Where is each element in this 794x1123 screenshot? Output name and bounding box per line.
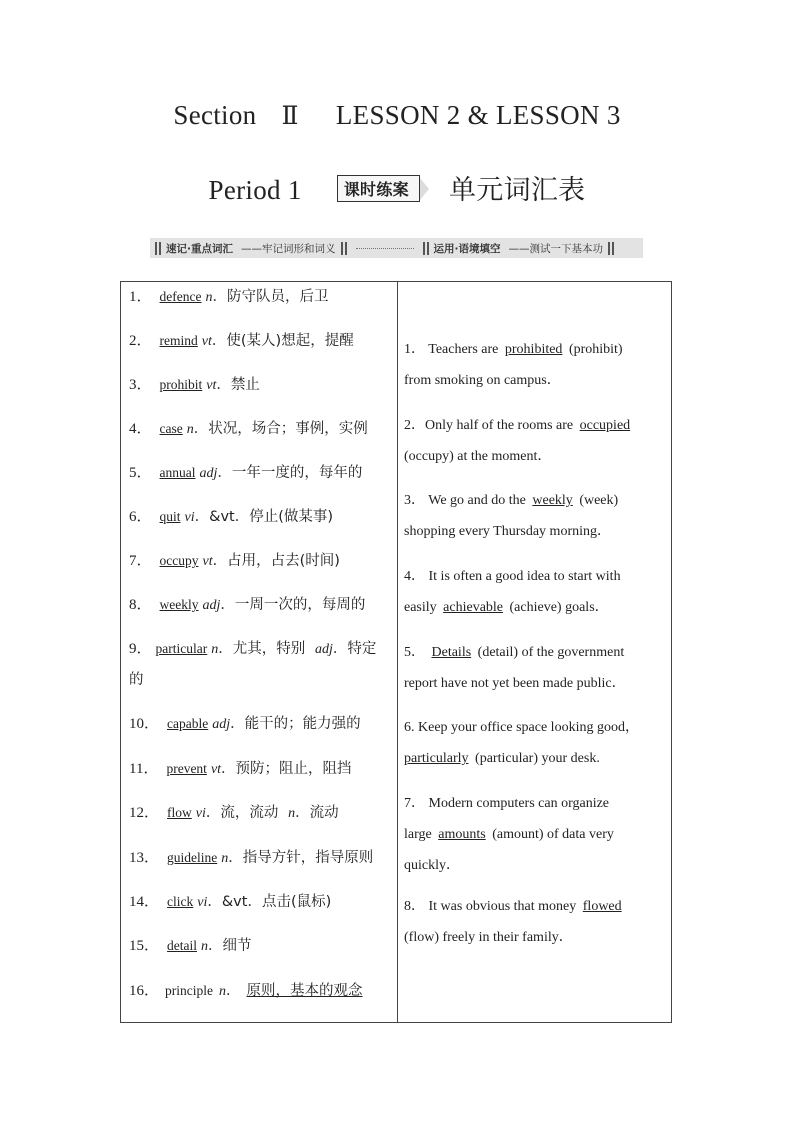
vocab-item: 13． guideline n．指导方针，指导原则: [129, 850, 374, 866]
sentence-item: 2．Only half of the rooms are occupied (occupy) at the moment．: [404, 418, 631, 464]
vocabulary-table: [120, 281, 672, 1023]
banner-right-title: 运用·语境填空: [433, 242, 501, 255]
sentence-item: 1． Teachers are prohibited (prohibit) from smoking on campus．: [404, 342, 623, 388]
section-label: Section: [173, 100, 257, 130]
vocab-item: 11． prevent vt．预防；阻止，阻挡: [129, 761, 352, 777]
section-banner: [150, 238, 643, 258]
vocab-item: 10． capable adj．能干的；能力强的: [129, 716, 361, 732]
vocab-item: 1． defence n．防守队员，后卫: [129, 289, 329, 305]
vocab-item: 7． occupy vt．占用，占去(时间): [129, 553, 340, 569]
vocab-item: 16． principle n． 原则，基本的观念: [129, 983, 363, 999]
vocab-item: 3． prohibit vt．禁止: [129, 377, 260, 393]
title-section: [0, 100, 794, 131]
vocab-item: 4． case n．状况，场合；事例，实例: [129, 421, 368, 437]
column-divider: [397, 282, 398, 1022]
banner-left-desc: ——牢记词形和词义: [241, 242, 336, 255]
vocab-item: 14． click vi．&vt．点击(鼠标): [129, 894, 332, 910]
lessons-title: LESSON 2 & LESSON 3: [335, 100, 621, 130]
sentence-item: 6. Keep your office space looking good， particularly (particular) your desk.: [404, 720, 639, 766]
vocab-item: 12． flow vi．流，流动 n．流动: [129, 805, 339, 821]
banner-dots: [356, 248, 414, 249]
vocab-item: 5． annual adj．一年一度的，每年的: [129, 465, 363, 481]
vocab-item: 9． particular n．尤其，特别 adj．特定 的: [129, 641, 377, 688]
vocab-item: 15． detail n．细节: [129, 938, 252, 954]
unit-vocabulary-title: 单元词汇表: [448, 175, 586, 206]
section-number: Ⅱ: [281, 101, 299, 130]
sentence-item: 7． Modern computers can organize large amounts (amount) of data very quickly．: [404, 796, 614, 873]
banner-left-title: 速记·重点词汇: [166, 242, 233, 255]
sentence-item: 5． Details (detail) of the government report have not yet been made public．: [404, 645, 626, 691]
title-period: [0, 168, 794, 207]
vocab-item: 2． remind vt．使(某人)想起，提醒: [129, 333, 354, 349]
period-label: Period 1: [208, 175, 302, 205]
vocab-item: 6． quit vi．&vt．停止(做某事): [129, 509, 334, 525]
banner-right-desc: ——测试一下基本功: [508, 242, 603, 255]
sentence-item: 8． It was obvious that money flowed (flow) freely in their family．: [404, 899, 622, 945]
sentence-item: 3． We go and do the weekly (week) shopping every Thursday morning．: [404, 493, 619, 539]
lesson-plan-tag: 课时练案: [337, 175, 420, 202]
vocab-item: 8． weekly adj．一周一次的，每周的: [129, 597, 366, 613]
sentence-item: 4． It is often a good idea to start with easily achievable (achieve) goals．: [404, 569, 621, 615]
